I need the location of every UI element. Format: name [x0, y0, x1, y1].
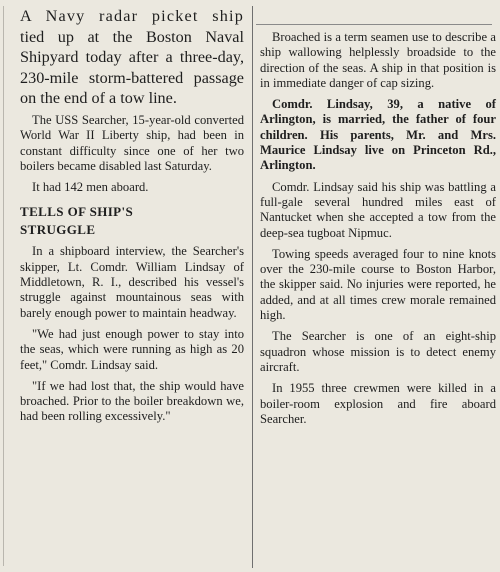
paragraph-men-aboard: It had 142 men aboard. [32, 180, 149, 195]
subheading [20, 203, 244, 239]
column-divider [252, 6, 253, 568]
paragraph-towing: Towing speeds averaged four to nine knots over the 230-mile course to Boston Harbor, the skipper said. No injuries were reported, he added, and at all times crew morale remained high. [260, 246, 496, 323]
paragraph-biography: Comdr. Lindsay, 39, a native of Arlington, is married, the father of four children. His parents, Mr. and Mrs. Maurice Lindsay live on Princeton Rd., Arlington. [260, 97, 496, 173]
subheading-line-2: STRUGGLE [20, 222, 96, 238]
paragraph-broached-definition: Broached is a term seamen use to describe a ship wallowing helplessly broadside to the direction of the seas. A ship in that position is in immediate danger of cap sizing. [260, 30, 496, 90]
right-column [256, 0, 498, 433]
paragraph-gale: Comdr. Lindsay said his ship was battling a full-gale several hundred miles east of Nantucket when she accepted a tow from the deep-sea tugboat Nipmuc. [260, 179, 496, 240]
left-column [4, 0, 250, 431]
paragraph-quote-power: "We had just enough power to stay into the seas, which were running as high as 20 feet," Comdr. Lindsay said. [20, 326, 244, 372]
paragraph-explosion: In 1955 three crewmen were killed in a boiler-room explosion and fire aboard Searcher. [260, 381, 496, 426]
lead-paragraph: A Navy radar picket ship tied up at the Boston Naval Shipyard today after a three-day, 230-mile storm-battered passage on the end of a tow line. [20, 7, 244, 108]
paragraph-quote-broached: "If we had lost that, the ship would have broached. Prior to the boiler breakdown we, had been rolling excessively." [20, 378, 244, 424]
paragraph-squadron: The Searcher is one of an eight-ship squadron whose mission is to detect enemy aircraft. [260, 329, 496, 374]
paragraph-searcher: The USS Searcher, 15-year-old converted World War II Liberty ship, had been in constant difficulty since one of her two boilers became disabled last Saturday. [20, 112, 244, 173]
paragraph-interview: In a shipboard interview, the Searcher's skipper, Lt. Comdr. William Lindsay of Middletown, R. I., described his vessel's struggle against mountainous seas with barely enough power to maintain headway. [20, 244, 244, 320]
subheading-line-1: TELLS OF SHIP'S [20, 204, 134, 220]
